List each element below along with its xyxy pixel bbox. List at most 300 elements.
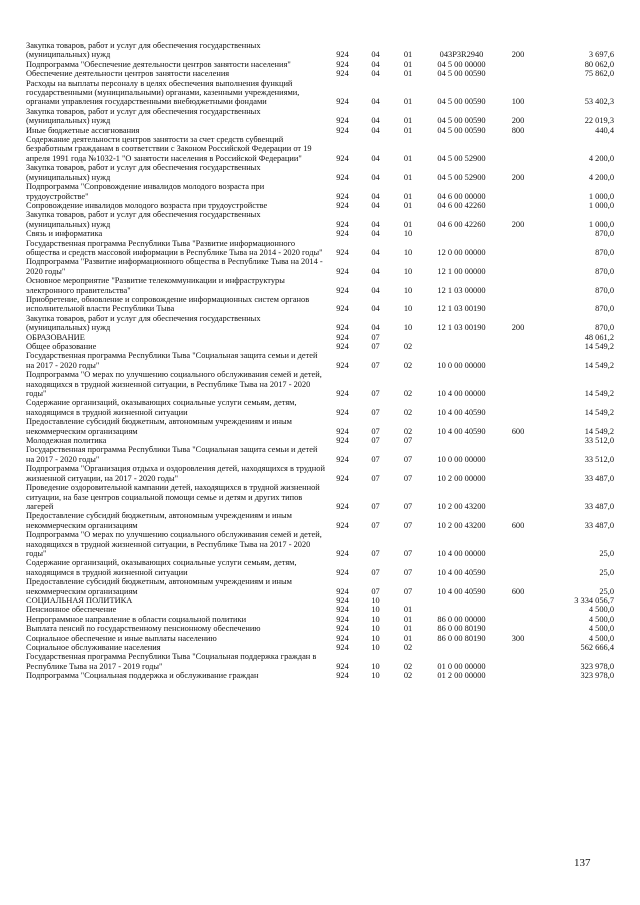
amount-cell: 870,0 <box>595 229 614 239</box>
expense-type-cell: 600 <box>511 426 525 436</box>
subsection-code-cell: 10 <box>403 304 413 314</box>
target-article-cell: 12 1 00 00000 <box>437 266 486 276</box>
section-code-cell: 04 <box>371 97 380 107</box>
grbs-code-cell: 924 <box>336 643 349 652</box>
section-code-cell: 07 <box>371 473 380 483</box>
section-code-cell: 07 <box>371 586 380 596</box>
row-name-cell: Предоставление субсидий бюджетным, автономным учреждениям и иным некоммерческим организациям <box>26 511 292 530</box>
amount-cell: 25,0 <box>599 548 614 558</box>
expense-type-cell: 600 <box>511 586 525 596</box>
subsection-code-cell: 07 <box>403 548 413 558</box>
expense-type-cell <box>499 201 537 210</box>
row-name-cell: Общее образование <box>26 342 97 351</box>
amount-cell: 562 666,4 <box>580 643 614 652</box>
table-row <box>26 634 614 643</box>
section-code-cell: 10 <box>371 595 380 605</box>
grbs-code-cell: 924 <box>336 69 349 79</box>
table-row <box>26 652 614 671</box>
table-row <box>26 41 614 60</box>
grbs-code-cell: 924 <box>336 360 349 370</box>
grbs-code-cell: 924 <box>336 229 349 239</box>
target-article-cell: 86 0 00 00000 <box>437 614 486 624</box>
grbs-code-cell: 924 <box>336 586 349 596</box>
amount-cell: 22 019,3 <box>584 116 614 126</box>
table-row <box>26 605 614 614</box>
row-name-cell: Государственная программа Республики Тыва "Социальная поддержка граждан в Республике Тыва на 2017 - 2019 годы" <box>26 652 317 671</box>
row-name-cell: Непрограммное направление в области социальной политики <box>26 614 247 624</box>
table-row <box>26 314 614 333</box>
amount-cell: 14 549,2 <box>584 407 614 417</box>
row-name-cell: Государственная программа Республики Тыва "Социальная защита семьи и детей на 2017 - 2020 годы" <box>26 445 318 464</box>
grbs-code-cell: 924 <box>336 285 349 295</box>
expense-type-cell: 100 <box>511 97 525 107</box>
expense-type-cell <box>499 60 537 69</box>
expense-type-cell: 800 <box>511 125 525 135</box>
row-name-cell: Содержание деятельности центров занятости за счет средств субвенций безработным гражданам в соответствии с Законом Российской Федерации от 19 апреля 1991 года №1032-1 "О занятости населения в Российской Федерации" <box>26 135 312 163</box>
expense-type-cell <box>499 239 537 258</box>
amount-cell: 1 000,0 <box>588 200 614 210</box>
grbs-code-cell: 924 <box>336 548 349 558</box>
grbs-code-cell: 924 <box>336 172 349 182</box>
grbs-code-cell: 924 <box>336 671 349 681</box>
target-article-cell: 10 4 00 40590 <box>437 426 486 436</box>
table-row <box>26 511 614 530</box>
target-article-cell: 043P3R2940 <box>439 50 484 60</box>
row-name-cell: Приобретение, обновление и сопровождение информационных систем органов исполнительной власти Республики Тыва <box>26 294 310 314</box>
grbs-code-cell: 924 <box>336 661 349 671</box>
budget-table <box>26 41 614 681</box>
target-article-cell: 04 6 00 00000 <box>437 191 486 201</box>
table-row <box>26 69 614 78</box>
amount-cell: 75 862,0 <box>584 69 614 79</box>
grbs-code-cell: 924 <box>336 304 349 314</box>
target-article-cell: 12 1 03 00190 <box>437 323 486 333</box>
expense-type-cell <box>499 257 537 276</box>
amount-cell: 25,0 <box>599 586 614 596</box>
target-article-cell: 10 4 00 00000 <box>437 548 486 558</box>
table-row <box>26 417 614 436</box>
subsection-code-cell: 07 <box>403 473 413 483</box>
grbs-code-cell: 924 <box>336 116 349 126</box>
section-code-cell: 10 <box>371 624 380 634</box>
table-row <box>26 445 614 464</box>
row-name-cell: Содержание организаций, оказывающих социальные услуги семьям, детям, находящимся в трудной жизненной ситуации <box>26 558 297 577</box>
row-name-cell: Закупка товаров, работ и услуг для обеспечения государственных (муниципальных) нужд <box>26 210 261 229</box>
target-article-cell: 10 4 00 40590 <box>437 567 486 577</box>
amount-cell: 4 500,0 <box>588 614 614 624</box>
target-article-cell: 04 5 00 00000 <box>437 59 486 69</box>
target-article-cell: 10 4 00 40590 <box>437 586 486 596</box>
table-row <box>26 257 614 276</box>
expense-type-cell: 200 <box>511 116 525 126</box>
target-article-cell: 10 2 00 43200 <box>437 501 486 511</box>
target-article-cell: 04 5 00 00590 <box>437 116 486 126</box>
subsection-code-cell: 01 <box>403 97 413 107</box>
target-article-cell: 04 5 00 52900 <box>437 153 486 163</box>
subsection-code-cell: 07 <box>403 520 413 530</box>
row-name-cell: Предоставление субсидий бюджетным, автономным учреждениям и иным некоммерческим организациям <box>26 577 292 596</box>
target-article-cell: 86 0 00 80190 <box>437 633 486 643</box>
table-row <box>26 239 614 258</box>
expense-type-cell <box>499 558 537 577</box>
table-row <box>26 201 614 210</box>
grbs-code-cell: 924 <box>336 342 349 351</box>
target-article-cell: 01 2 00 00000 <box>437 671 486 681</box>
section-code-cell: 07 <box>371 342 380 351</box>
amount-cell: 33 512,0 <box>584 454 614 464</box>
section-code-cell: 07 <box>371 567 380 577</box>
subsection-code-cell: 01 <box>403 614 413 624</box>
grbs-code-cell: 924 <box>336 614 349 624</box>
table-row <box>26 558 614 577</box>
target-article-cell: 12 1 03 00000 <box>437 285 486 295</box>
row-name-cell: Подпрограмма "Обеспечение деятельности центров занятости населения" <box>26 59 291 69</box>
expense-type-cell <box>499 530 537 558</box>
target-article-cell: 10 2 00 43200 <box>437 520 486 530</box>
section-code-cell: 04 <box>371 219 380 229</box>
row-name-cell: Подпрограмма "Социальная поддержка и обслуживание граждан <box>26 671 259 681</box>
row-name-cell: Закупка товаров, работ и услуг для обеспечения государственных (муниципальных) нужд <box>26 106 261 126</box>
row-name-cell: Закупка товаров, работ и услуг для обеспечения государственных (муниципальных) нужд <box>26 313 261 333</box>
target-article-cell <box>424 342 499 351</box>
expense-type-cell: 200 <box>511 219 525 229</box>
expense-type-cell <box>499 436 537 445</box>
row-name-cell: Подпрограмма "Сопровождение инвалидов молодого возраста при трудоустройстве" <box>26 182 265 201</box>
expense-type-cell <box>499 483 537 511</box>
expense-type-cell <box>499 229 537 238</box>
target-article-cell: 04 5 00 00590 <box>437 97 486 107</box>
table-row <box>26 615 614 624</box>
table-row <box>26 163 614 182</box>
amount-cell: 1 000,0 <box>588 191 614 201</box>
amount-cell: 25,0 <box>599 567 614 577</box>
section-code-cell: 07 <box>371 454 380 464</box>
amount-cell: 4 500,0 <box>588 605 614 615</box>
amount-cell: 440,4 <box>595 125 614 135</box>
target-article-cell: 10 2 00 00000 <box>437 473 486 483</box>
target-article-cell: 04 5 00 52900 <box>437 172 486 182</box>
row-name-cell: Социальное обеспечение и иные выплаты населению <box>26 633 217 643</box>
section-code-cell: 10 <box>371 661 380 671</box>
amount-cell: 323 978,0 <box>580 661 614 671</box>
target-article-cell: 86 0 00 80190 <box>437 624 486 634</box>
table-row <box>26 342 614 351</box>
subsection-code-cell: 01 <box>403 191 413 201</box>
subsection-code-cell: 07 <box>403 586 413 596</box>
subsection-code-cell: 01 <box>403 50 413 60</box>
target-article-cell: 10 4 00 00000 <box>437 389 486 399</box>
grbs-code-cell: 924 <box>336 520 349 530</box>
subsection-code-cell: 07 <box>403 436 413 446</box>
section-code-cell: 04 <box>371 285 380 295</box>
subsection-code-cell: 10 <box>403 285 413 295</box>
subsection-code-cell: 01 <box>403 633 413 643</box>
target-article-cell <box>424 596 499 605</box>
table-row <box>26 351 614 370</box>
section-code-cell: 04 <box>371 50 380 60</box>
subsection-code-cell: 02 <box>403 360 413 370</box>
amount-cell: 80 062,0 <box>584 59 614 69</box>
amount-cell: 33 512,0 <box>584 436 614 446</box>
amount-cell: 33 487,0 <box>584 520 614 530</box>
section-code-cell: 10 <box>371 614 380 624</box>
subsection-code-cell <box>392 596 424 605</box>
subsection-code-cell: 10 <box>403 323 413 333</box>
target-article-cell: 04 5 00 00590 <box>437 69 486 79</box>
expense-type-cell <box>499 596 537 605</box>
subsection-code-cell: 07 <box>403 501 413 511</box>
amount-cell: 870,0 <box>595 247 614 257</box>
row-name-cell: Подпрограмма "Развитие информационного общества в Республике Тыва на 2014 - 2020 годы" <box>26 257 323 276</box>
subsection-code-cell: 01 <box>403 116 413 126</box>
amount-cell: 53 402,3 <box>584 97 614 107</box>
expense-type-cell <box>499 624 537 633</box>
table-row <box>26 436 614 445</box>
amount-cell: 4 500,0 <box>588 633 614 643</box>
expense-type-cell <box>499 615 537 624</box>
expense-type-cell: 300 <box>511 633 525 643</box>
row-name-cell: Социальное обслуживание населения <box>26 643 161 652</box>
target-article-cell <box>424 436 499 445</box>
grbs-code-cell: 924 <box>336 50 349 60</box>
grbs-code-cell: 924 <box>336 454 349 464</box>
expense-type-cell <box>499 135 537 163</box>
expense-type-cell: 200 <box>511 172 525 182</box>
section-code-cell: 07 <box>371 436 380 446</box>
table-row <box>26 295 614 314</box>
section-code-cell: 04 <box>371 191 380 201</box>
target-article-cell: 04 5 00 00590 <box>437 125 486 135</box>
target-article-cell: 10 0 00 00000 <box>437 454 486 464</box>
row-name-cell: Закупка товаров, работ и услуг для обеспечения государственных (муниципальных) нужд <box>26 41 261 60</box>
amount-cell: 14 549,2 <box>584 426 614 436</box>
table-row <box>26 333 614 342</box>
expense-type-cell <box>499 295 537 314</box>
section-code-cell: 10 <box>371 605 380 615</box>
subsection-code-cell: 02 <box>403 407 413 417</box>
section-code-cell: 10 <box>371 671 380 681</box>
amount-cell: 4 200,0 <box>588 153 614 163</box>
section-code-cell: 04 <box>371 200 380 210</box>
section-code-cell: 07 <box>371 332 380 342</box>
row-name-cell: Подпрограмма "Организация отдыха и оздоровления детей, находящихся в трудной жизненной ситуации, на 2017 - 2020 годы" <box>26 464 325 483</box>
amount-cell: 14 549,2 <box>584 342 614 351</box>
row-name-cell: Проведение оздоровительной кампании детей, находящихся в трудной жизненной ситуации, на базе центров социальной помощи семье и детям и других типов лагерей <box>26 483 320 511</box>
amount-cell: 3 334 056,7 <box>574 595 614 605</box>
target-article-cell: 04 6 00 42260 <box>437 219 486 229</box>
expense-type-cell <box>499 464 537 483</box>
target-article-cell <box>424 333 499 342</box>
grbs-code-cell: 924 <box>336 125 349 135</box>
grbs-code-cell: 924 <box>336 191 349 201</box>
expense-type-cell <box>499 445 537 464</box>
table-row <box>26 596 614 605</box>
expense-type-cell <box>499 398 537 417</box>
grbs-code-cell: 924 <box>336 97 349 107</box>
grbs-code-cell: 924 <box>336 473 349 483</box>
amount-cell: 870,0 <box>595 285 614 295</box>
grbs-code-cell: 924 <box>336 407 349 417</box>
table-row <box>26 182 614 201</box>
amount-cell: 870,0 <box>595 266 614 276</box>
table-row <box>26 624 614 633</box>
row-name-cell: Молодежная политика <box>26 436 107 446</box>
subsection-code-cell: 10 <box>403 229 413 239</box>
row-name-cell: Основное мероприятие "Развитие телекоммуникации и инфраструктуры электронного правительства" <box>26 276 285 295</box>
table-row <box>26 530 614 558</box>
subsection-code-cell: 10 <box>403 266 413 276</box>
amount-cell: 870,0 <box>595 304 614 314</box>
expense-type-cell: 200 <box>511 50 525 60</box>
section-code-cell: 04 <box>371 266 380 276</box>
section-code-cell: 04 <box>371 69 380 79</box>
expense-type-cell <box>499 182 537 201</box>
section-code-cell: 04 <box>371 304 380 314</box>
row-name-cell: Связь и информатика <box>26 229 103 239</box>
grbs-code-cell: 924 <box>336 247 349 257</box>
table-row <box>26 643 614 652</box>
section-code-cell: 04 <box>371 153 380 163</box>
subsection-code-cell: 01 <box>403 172 413 182</box>
expense-type-cell <box>499 69 537 78</box>
amount-cell: 48 061,2 <box>584 332 614 342</box>
amount-cell: 33 487,0 <box>584 473 614 483</box>
grbs-code-cell: 924 <box>336 624 349 634</box>
amount-cell: 323 978,0 <box>580 671 614 681</box>
amount-cell: 870,0 <box>595 323 614 333</box>
target-article-cell <box>424 229 499 238</box>
page-number: 137 <box>574 857 591 869</box>
row-name-cell: Закупка товаров, работ и услуг для обеспечения государственных (муниципальных) нужд <box>26 163 261 182</box>
expense-type-cell <box>499 643 537 652</box>
amount-cell: 4 200,0 <box>588 172 614 182</box>
subsection-code-cell: 01 <box>403 200 413 210</box>
subsection-code-cell: 10 <box>403 247 413 257</box>
amount-cell: 14 549,2 <box>584 360 614 370</box>
row-name-cell: Государственная программа Республики Тыва "Развитие информационного общества и средств массовой информации в Республике Тыва на 2014 - 2020 годы" <box>26 238 323 257</box>
table-row <box>26 107 614 126</box>
section-code-cell: 10 <box>371 643 380 652</box>
table-row <box>26 135 614 163</box>
grbs-code-cell: 924 <box>336 266 349 276</box>
target-article-cell <box>424 643 499 652</box>
row-name-cell: Расходы на выплаты персоналу в целях обеспечения выполнения функций государственными (муниципальными) органами, казенными учреждениями, органами управления государственными внебюджетными фондами <box>26 78 300 107</box>
section-code-cell: 07 <box>371 501 380 511</box>
table-row <box>26 483 614 511</box>
grbs-code-cell: 924 <box>336 389 349 399</box>
table-row <box>26 60 614 69</box>
subsection-code-cell: 02 <box>403 389 413 399</box>
grbs-code-cell: 924 <box>336 426 349 436</box>
section-code-cell: 04 <box>371 229 380 239</box>
row-name-cell: Содержание организаций, оказывающих социальные услуги семьям, детям, находящимся в трудной жизненной ситуации <box>26 398 297 417</box>
subsection-code-cell: 07 <box>403 454 413 464</box>
subsection-code-cell: 02 <box>403 426 413 436</box>
expense-type-cell <box>499 370 537 398</box>
target-article-cell: 04 6 00 42260 <box>437 200 486 210</box>
target-article-cell: 10 0 00 00000 <box>437 360 486 370</box>
subsection-code-cell: 01 <box>403 219 413 229</box>
section-code-cell: 04 <box>371 247 380 257</box>
section-code-cell: 10 <box>371 633 380 643</box>
section-code-cell: 07 <box>371 426 380 436</box>
table-row <box>26 464 614 483</box>
section-code-cell: 07 <box>371 360 380 370</box>
subsection-code-cell: 07 <box>403 567 413 577</box>
expense-type-cell: 200 <box>511 323 525 333</box>
grbs-code-cell: 924 <box>336 633 349 643</box>
section-code-cell: 07 <box>371 407 380 417</box>
subsection-code-cell: 01 <box>403 69 413 79</box>
subsection-code-cell <box>392 333 424 342</box>
expense-type-cell <box>499 671 537 680</box>
table-row <box>26 210 614 229</box>
subsection-code-cell: 02 <box>403 643 413 652</box>
section-code-cell: 04 <box>371 59 380 69</box>
grbs-code-cell: 924 <box>336 323 349 333</box>
grbs-code-cell: 924 <box>336 332 349 342</box>
subsection-code-cell: 01 <box>403 125 413 135</box>
target-article-cell <box>424 605 499 614</box>
subsection-code-cell: 02 <box>403 342 413 351</box>
target-article-cell: 12 0 00 00000 <box>437 247 486 257</box>
amount-cell: 3 697,6 <box>588 50 614 60</box>
amount-cell: 33 487,0 <box>584 501 614 511</box>
grbs-code-cell: 924 <box>336 595 349 605</box>
table-row <box>26 398 614 417</box>
expense-type-cell <box>499 342 537 351</box>
section-code-cell: 04 <box>371 125 380 135</box>
row-name-cell: Государственная программа Республики Тыва "Социальная защита семьи и детей на 2017 - 2020 годы" <box>26 351 318 370</box>
row-name-cell: ОБРАЗОВАНИЕ <box>26 332 85 342</box>
section-code-cell: 07 <box>371 520 380 530</box>
table-row <box>26 671 614 680</box>
row-name-cell: Иные бюджетные ассигнования <box>26 125 140 135</box>
row-name-cell: Выплата пенсий по государственному пенсионному обеспечению <box>26 624 261 634</box>
section-code-cell: 07 <box>371 548 380 558</box>
subsection-code-cell: 01 <box>403 153 413 163</box>
target-article-cell: 12 1 03 00190 <box>437 304 486 314</box>
grbs-code-cell: 924 <box>336 501 349 511</box>
row-name-cell: Сопровождение инвалидов молодого возраста при трудоустройстве <box>26 200 268 210</box>
expense-type-cell: 600 <box>511 520 525 530</box>
row-name-cell: Подпрограмма "О мерах по улучшению социального обслуживания семей и детей, находящихся в трудной жизненной ситуации, в Республике Тыва на 2017 - 2020 годы" <box>26 530 322 558</box>
table-row <box>26 79 614 107</box>
expense-type-cell <box>499 276 537 295</box>
grbs-code-cell: 924 <box>336 567 349 577</box>
grbs-code-cell: 924 <box>336 605 349 615</box>
table-row <box>26 229 614 238</box>
grbs-code-cell: 924 <box>336 200 349 210</box>
grbs-code-cell: 924 <box>336 153 349 163</box>
expense-type-cell <box>499 333 537 342</box>
section-code-cell: 04 <box>371 116 380 126</box>
subsection-code-cell: 01 <box>403 624 413 634</box>
grbs-code-cell: 924 <box>336 59 349 69</box>
amount-cell: 1 000,0 <box>588 219 614 229</box>
target-article-cell: 10 4 00 40590 <box>437 407 486 417</box>
row-name-cell: Подпрограмма "О мерах по улучшению социального обслуживания семей и детей, находящихся в трудной жизненной ситуации, в Республике Тыва на 2017 - 2020 годы" <box>26 370 322 399</box>
row-name-cell: СОЦИАЛЬНАЯ ПОЛИТИКА <box>26 595 133 605</box>
expense-type-cell <box>499 351 537 370</box>
amount-cell: 4 500,0 <box>588 624 614 634</box>
target-article-cell: 01 0 00 00000 <box>437 661 486 671</box>
table-row <box>26 370 614 398</box>
expense-type-cell <box>499 652 537 671</box>
table-row <box>26 577 614 596</box>
section-code-cell: 04 <box>371 172 380 182</box>
row-name-cell: Пенсионное обеспечение <box>26 605 117 615</box>
